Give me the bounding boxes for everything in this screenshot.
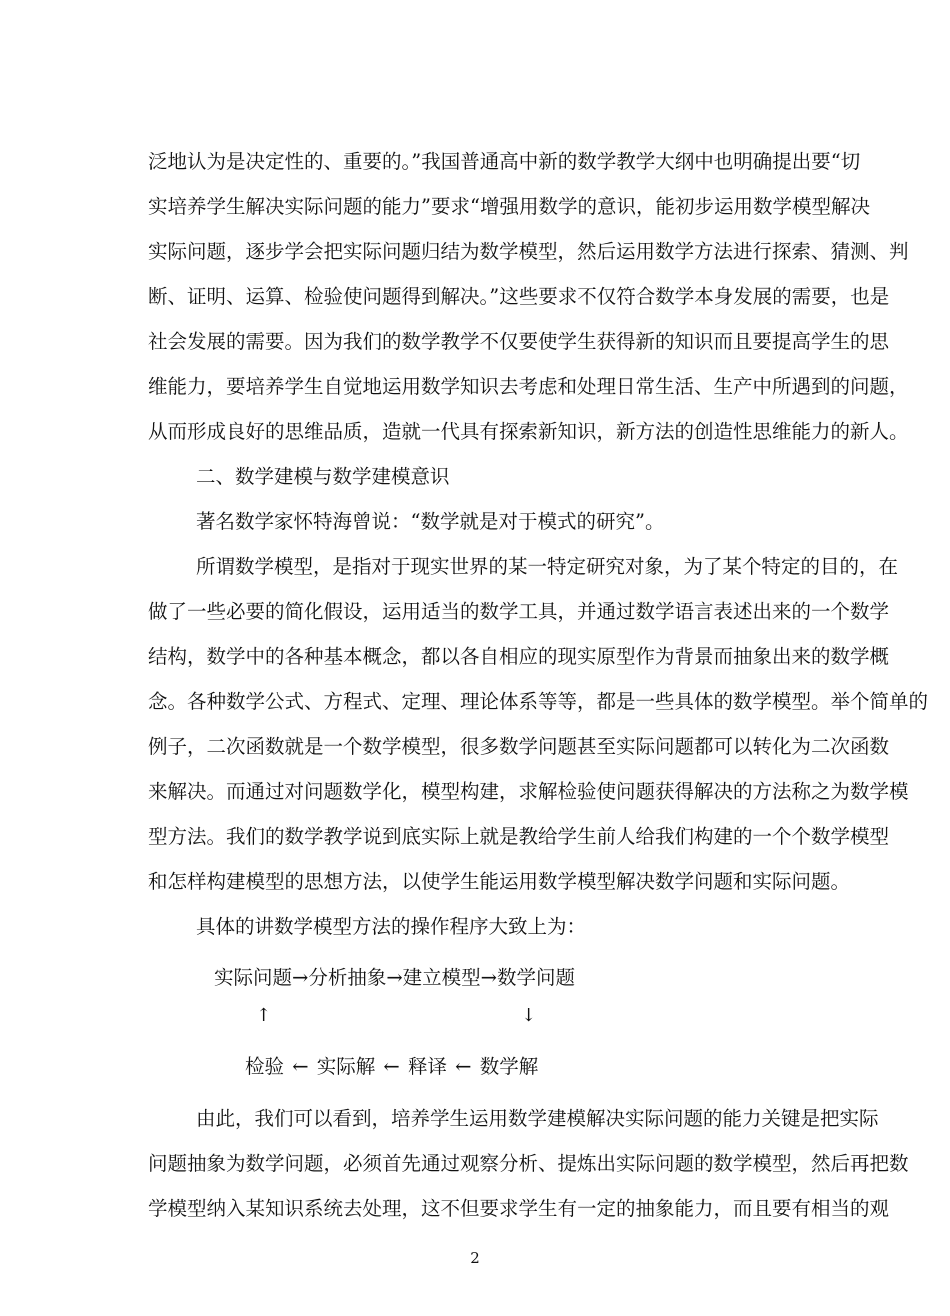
flow-top-row: 实际问题→分析抽象→建立模型→数学问题 [214, 966, 576, 989]
paragraph2-line-1: 所谓数学模型，是指对于现实世界的某一特定研究对象，为了某个特定的目的，在 [196, 555, 899, 578]
paragraph2-line-8: 和怎样构建模型的思想方法，以使学生能运用数学模型解决数学问题和实际问题。 [148, 870, 851, 893]
quote-line: 著名数学家怀特海曾说：“数学就是对于模式的研究”。 [196, 510, 665, 533]
paragraph2-line-2: 做了一些必要的简化假设，运用适当的数学工具，并通过数学语言表述出来的一个数学 [148, 600, 890, 623]
paragraph1-line-1: 泛地认为是决定性的、重要的。”我国普通高中新的数学教学大纲中也明确提出要“切 [148, 150, 861, 173]
paragraph2-line-7: 型方法。我们的数学教学说到底实际上就是教给学生前人给我们构建的一个个数学模型 [148, 825, 890, 848]
procedure-intro: 具体的讲数学模型方法的操作程序大致上为： [196, 915, 587, 938]
page-number: 2 [470, 1249, 480, 1267]
paragraph3-line-2: 问题抽象为数学问题，必须首先通过观察分析、提炼出实际问题的数学模型，然后再把数 [148, 1152, 909, 1175]
paragraph1-line-7: 从而形成良好的思维品质，造就一代具有探索新知识，新方法的创造性思维能力的新人。 [148, 420, 909, 443]
paragraph1-line-5: 社会发展的需要。因为我们的数学教学不仅要使学生获得新的知识而且要提高学生的思 [148, 330, 890, 353]
paragraph1-line-3: 实际问题，逐步学会把实际问题归结为数学模型，然后运用数学方法进行探索、猜测、判 [148, 240, 909, 263]
paragraph1-line-2: 实培养学生解决实际问题的能力”要求“增强用数学的意识，能初步运用数学模型解决 [148, 195, 870, 218]
paragraph1-line-4: 断、证明、运算、检验使问题得到解决。”这些要求不仅符合数学本身发展的需要，也是 [148, 285, 890, 308]
up-arrow-icon: ↑ [256, 1005, 272, 1026]
paragraph3-line-1: 由此，我们可以看到，培养学生运用数学建模解决实际问题的能力关键是把实际 [196, 1107, 879, 1130]
flow-bottom-row: 检验 ← 实际解 ← 释译 ← 数学解 [245, 1055, 539, 1078]
paragraph3-line-3: 学模型纳入某知识系统去处理，这不但要求学生有一定的抽象能力，而且要有相当的观 [148, 1197, 890, 1220]
paragraph2-line-5: 例子，二次函数就是一个数学模型，很多数学问题甚至实际问题都可以转化为二次函数 [148, 735, 890, 758]
paragraph2-line-6: 来解决。而通过对问题数学化，模型构建，求解检验使问题获得解决的方法称之为数学模 [148, 780, 909, 803]
paragraph2-line-3: 结构，数学中的各种基本概念，都以各自相应的现实原型作为背景而抽象出来的数学概 [148, 645, 890, 668]
paragraph2-line-4: 念。各种数学公式、方程式、定理、理论体系等等，都是一些具体的数学模型。举个简单的 [148, 690, 929, 713]
down-arrow-icon: ↓ [521, 1005, 537, 1026]
paragraph1-line-6: 维能力，要培养学生自觉地运用数学知识去考虑和处理日常生活、生产中所遇到的问题， [148, 375, 909, 398]
section-heading: 二、数学建模与数学建模意识 [196, 465, 450, 488]
